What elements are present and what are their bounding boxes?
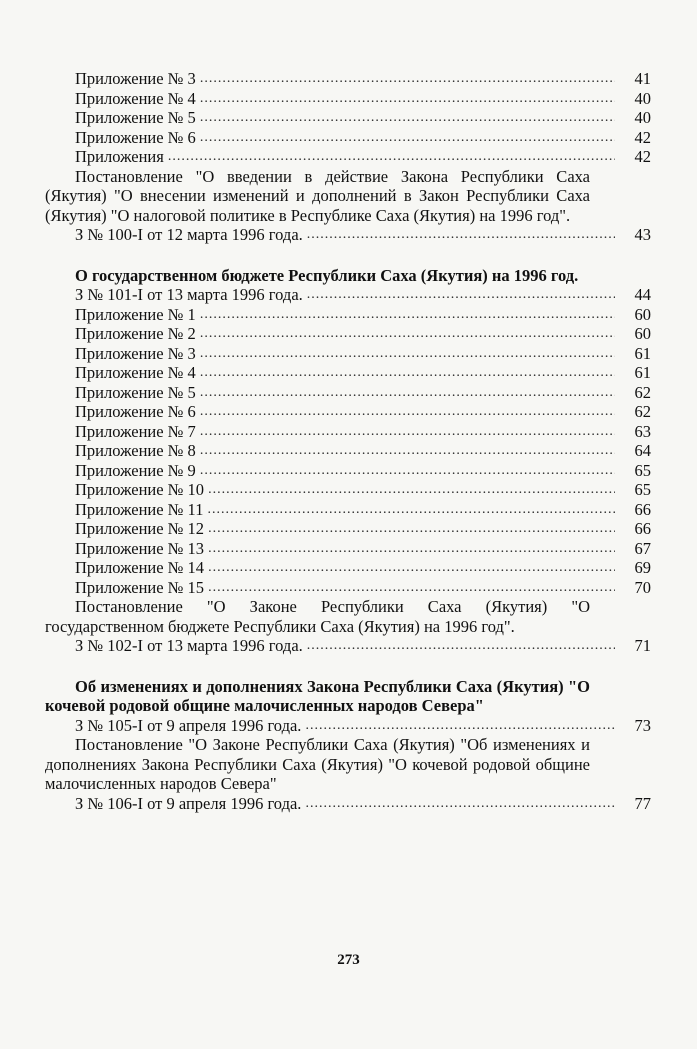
toc-entry-page: 73	[634, 715, 651, 735]
section-heading-budget: О государственном бюджете Республики Саха (Якутия) на 1996 год.	[75, 265, 579, 285]
toc-entry	[45, 480, 651, 500]
toc-entry-page: 62	[634, 402, 651, 421]
toc-entry-page: 77	[634, 793, 651, 813]
toc-entry	[45, 128, 651, 148]
decree-text-3: Постановление "О Законе Республики Саха (Якутия) "Об изменениях и дополнениях Закона Республики Саха (Якутия) "О кочевой родовой общине малочисленных народов Севера"	[45, 735, 590, 793]
toc-entry	[45, 716, 651, 736]
leader-dots	[207, 500, 615, 520]
toc-entry-label: Приложение № 3	[75, 343, 196, 363]
toc-entry-page: 69	[634, 558, 651, 577]
toc-entry	[45, 69, 651, 89]
toc-entry-label: З № 106-I от 9 апреля 1996 года.	[75, 793, 302, 813]
toc-entry-page: 67	[634, 538, 651, 558]
toc-entry	[45, 402, 651, 422]
toc-entry-label: Приложение № 5	[75, 382, 196, 402]
leader-dots	[168, 147, 615, 167]
leader-dots	[200, 69, 615, 89]
toc-entry-page: 42	[634, 127, 651, 147]
toc-entry	[45, 108, 651, 128]
toc-entry	[45, 539, 651, 559]
toc-entry-page: 42	[634, 147, 651, 166]
leader-dots	[200, 324, 615, 344]
leader-dots	[305, 716, 615, 736]
toc-entry-label: Приложение № 15	[75, 577, 205, 597]
toc-entry-page: 41	[634, 69, 651, 88]
toc-entry	[45, 89, 651, 109]
toc-entry	[45, 794, 651, 814]
toc-entry-page: 70	[634, 577, 651, 597]
toc-entry-label: Приложение № 8	[75, 441, 196, 460]
toc-entry-label: Приложение № 6	[75, 402, 196, 421]
leader-dots	[208, 578, 615, 598]
toc-entry-page: 40	[634, 108, 651, 127]
leader-dots	[200, 128, 615, 148]
page-number: 273	[337, 952, 360, 968]
toc-entry	[45, 422, 651, 442]
toc-entry-label: Приложение № 14	[75, 558, 205, 577]
leader-dots	[307, 225, 615, 245]
leader-dots	[305, 794, 615, 814]
leader-dots	[200, 344, 615, 364]
leader-dots	[200, 461, 615, 481]
leader-dots	[208, 519, 615, 539]
toc-entry-label: Приложение № 3	[75, 69, 196, 88]
toc-entry-page: 63	[634, 421, 651, 441]
toc-entry-label: Приложение № 12	[75, 519, 205, 538]
leader-dots	[200, 441, 615, 461]
toc-entry-page: 60	[634, 304, 651, 324]
toc-entry	[45, 636, 651, 656]
toc-entry	[45, 519, 651, 539]
toc-entry-page: 71	[634, 636, 651, 655]
toc-entry	[45, 305, 651, 325]
toc-entry	[45, 363, 651, 383]
leader-dots	[200, 305, 615, 325]
leader-dots	[307, 636, 615, 656]
toc-entry-page: 44	[634, 285, 651, 304]
leader-dots	[208, 480, 615, 500]
toc-entry-page: 43	[634, 225, 651, 244]
leader-dots	[200, 383, 615, 403]
toc-entry-page: 61	[634, 363, 651, 382]
leader-dots	[200, 89, 615, 109]
toc-entry-label: Приложение № 7	[75, 421, 196, 441]
toc-entry-label: З № 100-I от 12 марта 1996 года.	[75, 225, 303, 244]
toc-entry	[45, 324, 651, 344]
decree-text-2: Постановление "О Законе Республики Саха (Якутия) "О государственном бюджете Республики Саха (Якутия) на 1996 год".	[45, 597, 590, 636]
toc-entry-label: Приложение № 9	[75, 460, 196, 480]
decree-text-1: Постановление "О введении в действие Закона Республики Саха (Якутия) "О внесении изменений и дополнений в Закон Республики Саха (Якутия) "О налоговой политике в Республике Саха (Якутия) на 1996 год".	[45, 166, 590, 225]
toc-entry	[45, 285, 651, 305]
appendix-list-2	[45, 305, 651, 598]
leader-dots	[208, 558, 615, 578]
toc-entry-page: 65	[634, 460, 651, 480]
toc-entry-label: Приложение № 6	[75, 127, 196, 147]
toc-entry-label: Приложение № 1	[75, 304, 196, 324]
toc-entry	[45, 225, 651, 245]
toc-entry-label: Приложение № 5	[75, 108, 196, 127]
toc-entry-label: Приложение № 10	[75, 480, 205, 499]
toc-entry-label: Приложение № 4	[75, 363, 196, 382]
leader-dots	[200, 363, 615, 383]
toc-entry-label: З № 105-I от 9 апреля 1996 года.	[75, 715, 302, 735]
toc-entry-page: 40	[634, 88, 651, 108]
toc-entry-page: 62	[634, 382, 651, 402]
toc-entry-label: З № 101-I от 13 марта 1996 года.	[75, 285, 303, 304]
section-heading-nomadic: Об изменениях и дополнениях Закона Республики Саха (Якутия) "О кочевой родовой общине малочисленных народов Севера"	[45, 676, 590, 715]
toc-entry-label: Приложения	[75, 147, 164, 166]
toc-entry	[45, 147, 651, 167]
toc-entry-page: 65	[634, 480, 651, 499]
toc-entry-page: 66	[634, 519, 651, 538]
leader-dots	[200, 422, 615, 442]
toc-entry	[45, 344, 651, 364]
appendix-list-1	[45, 69, 651, 167]
toc-entry-label: Приложение № 11	[75, 499, 204, 519]
toc-entry	[45, 383, 651, 403]
toc-entry-page: 60	[634, 324, 651, 343]
leader-dots	[200, 108, 615, 128]
toc-entry-page: 66	[634, 499, 651, 519]
leader-dots	[307, 285, 615, 305]
toc-entry-label: Приложение № 4	[75, 88, 196, 108]
toc-entry	[45, 461, 651, 481]
toc-entry	[45, 558, 651, 578]
toc-entry	[45, 441, 651, 461]
table-of-contents	[45, 69, 651, 813]
toc-entry-label: Приложение № 2	[75, 324, 196, 343]
toc-entry-label: Приложение № 13	[75, 538, 205, 558]
toc-entry-page: 61	[634, 343, 651, 363]
toc-entry	[45, 578, 651, 598]
toc-entry	[45, 500, 651, 520]
toc-entry-label: З № 102-I от 13 марта 1996 года.	[75, 636, 303, 655]
toc-entry-page: 64	[634, 441, 651, 460]
leader-dots	[200, 402, 615, 422]
leader-dots	[208, 539, 615, 559]
